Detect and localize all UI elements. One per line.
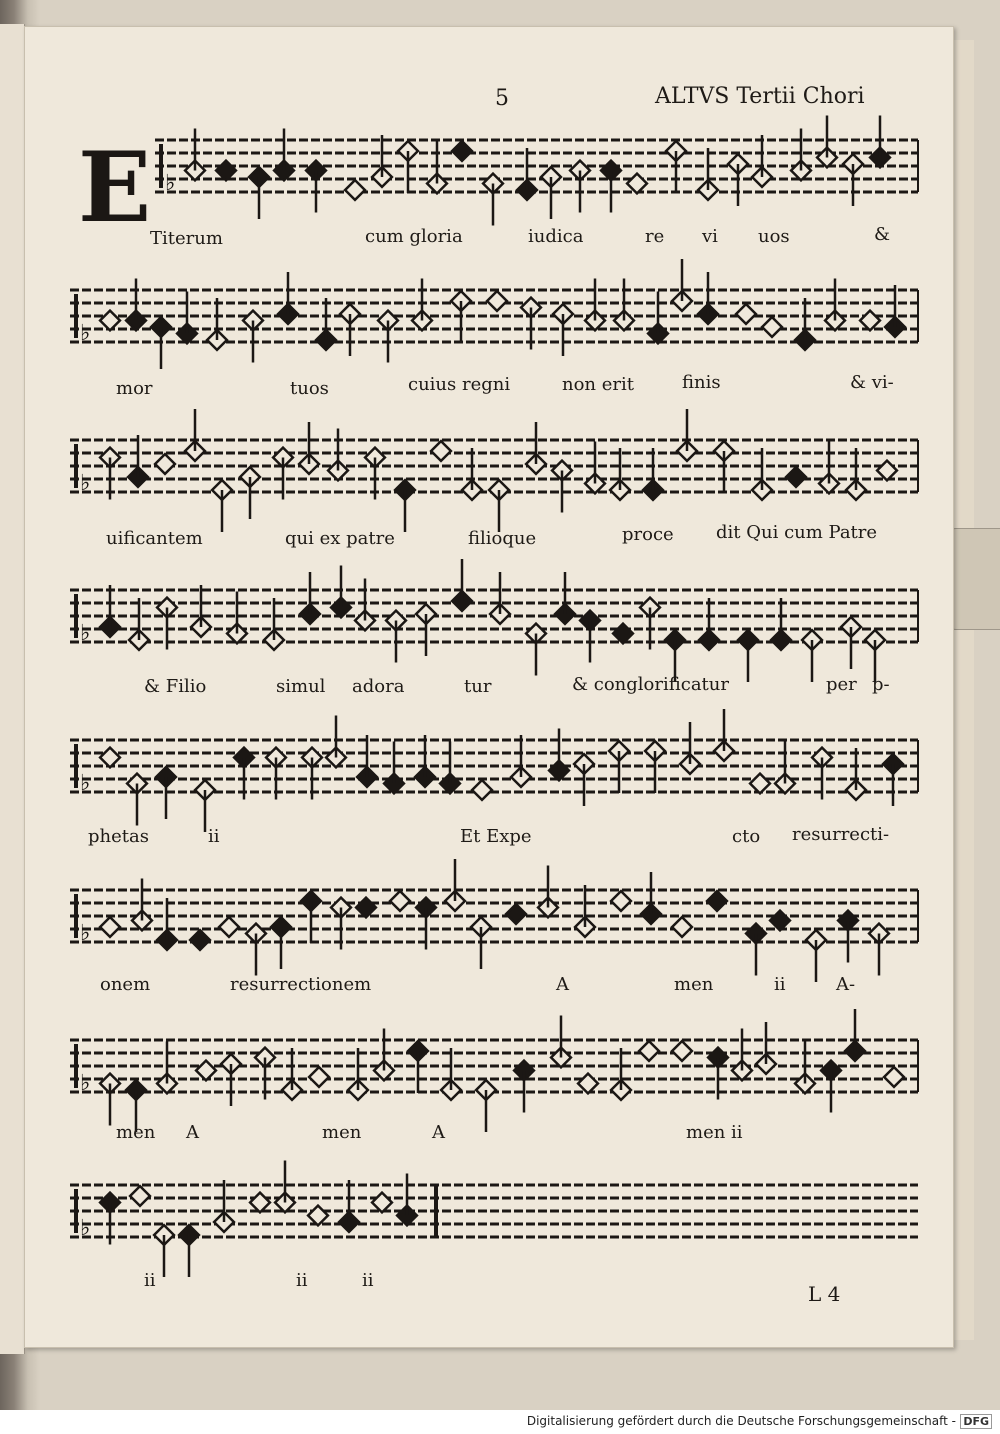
lyric-syllable: per (826, 674, 857, 695)
lyric-syllable: cum gloria (365, 226, 463, 247)
lyric-syllable: qui ex patre (285, 528, 395, 549)
lyric-syllable: & (874, 224, 891, 245)
lyric-syllable: men ii (686, 1122, 743, 1143)
note-head (613, 624, 633, 644)
lyric-syllable: ii (144, 1270, 156, 1291)
lyric-syllable: vi (702, 226, 718, 247)
running-head: ALTVS Tertii Chori (655, 84, 865, 109)
note-head (736, 304, 756, 324)
flat-sign: ♭ (80, 321, 91, 346)
note-head (639, 1041, 659, 1061)
note-head (190, 930, 210, 950)
lyric-syllable: Titerum (150, 228, 223, 249)
note-head (196, 1061, 216, 1081)
lyric-syllable: men (116, 1122, 156, 1143)
lyric-syllable: iudica (528, 226, 584, 247)
flat-sign: ♭ (80, 921, 91, 946)
clef-mark (74, 1189, 78, 1233)
flat-sign: ♭ (80, 1216, 91, 1241)
note-head (877, 461, 897, 481)
lyric-syllable: adora (352, 676, 405, 697)
note-head (250, 1193, 270, 1213)
lyric-syllable: onem (100, 974, 151, 995)
lyric-syllable: phetas (88, 826, 149, 847)
flat-sign: ♭ (80, 471, 91, 496)
lyric-syllable: uos (758, 226, 790, 247)
lyric-syllable: cto (732, 826, 761, 847)
lyric-syllable: uificantem (106, 528, 203, 549)
note-head (308, 1206, 328, 1226)
note-head (356, 898, 376, 918)
note-head (770, 911, 790, 931)
note-head (216, 161, 236, 181)
note-head (309, 1067, 329, 1087)
clef-mark (74, 894, 78, 938)
lyric-syllable: ii (208, 826, 220, 847)
note-head (155, 454, 175, 474)
lyric-syllable: non erit (562, 374, 634, 395)
note-head (487, 291, 507, 311)
footer-credit: Digitalisierung gefördert durch die Deutsche Forschungsgemeinschaft - (526, 1414, 956, 1428)
note-head (431, 441, 451, 461)
lyric-syllable: p- (872, 674, 890, 695)
clef-mark (74, 744, 78, 788)
clef-mark (74, 594, 78, 638)
note-head (345, 180, 365, 200)
lyric-syllable: finis (682, 372, 721, 393)
note-head (578, 1074, 598, 1094)
lyric-syllable: & conglorificatur (572, 674, 729, 695)
note-head (707, 891, 727, 911)
lyric-syllable: A (186, 1122, 199, 1143)
lyric-syllable: proce (622, 524, 674, 545)
lyric-syllable: & vi- (850, 372, 894, 393)
note-head (762, 317, 782, 337)
lyric-syllable: cuius regni (408, 374, 511, 395)
note-head (100, 311, 120, 331)
clef-mark (74, 294, 78, 338)
footer-bar (0, 1410, 1000, 1434)
lyric-syllable: tur (464, 676, 492, 697)
lyric-syllable: men (322, 1122, 362, 1143)
note-head (219, 917, 239, 937)
dfg-logo: DFG (960, 1414, 992, 1429)
page-number: 5 (495, 86, 509, 111)
note-head (750, 774, 770, 794)
note-head (452, 141, 472, 161)
lyric-syllable: simul (276, 676, 326, 697)
lyric-syllable: filioque (468, 528, 537, 549)
note-head (100, 748, 120, 768)
lyric-syllable: men (674, 974, 714, 995)
clef-mark (74, 1044, 78, 1088)
lyric-syllable: resurrectionem (230, 974, 372, 995)
note-head (860, 311, 880, 331)
note-head (506, 904, 526, 924)
note-head (611, 891, 631, 911)
lyric-syllable: A (556, 974, 569, 995)
note-head (372, 1193, 392, 1213)
lyric-syllable: Et Expe (460, 826, 532, 847)
clef-mark (159, 144, 163, 188)
note-head (786, 467, 806, 487)
note-head (390, 891, 410, 911)
lyric-syllable: A (432, 1122, 445, 1143)
note-head (130, 1186, 150, 1206)
signature-mark: L 4 (808, 1282, 841, 1306)
lyric-syllable: tuos (290, 378, 329, 399)
lyric-syllable: A- (836, 974, 856, 995)
note-head (672, 917, 692, 937)
lyric-syllable: dit Qui cum Patre (716, 522, 878, 543)
flat-sign: ♭ (80, 1071, 91, 1096)
note-head (884, 1067, 904, 1087)
lyric-syllable: ii (296, 1270, 308, 1291)
note-head (672, 1041, 692, 1061)
note-head (627, 174, 647, 194)
lyric-syllable: ii (774, 974, 786, 995)
clef-mark (74, 444, 78, 488)
flat-sign: ♭ (80, 621, 91, 646)
note-head (100, 917, 120, 937)
lyric-syllable: & Filio (144, 676, 207, 697)
flat-sign: ♭ (80, 771, 91, 796)
lyric-syllable: resurrecti- (792, 824, 890, 845)
lyric-syllable: re (645, 226, 665, 247)
decorated-initial: E (78, 131, 152, 244)
note-head (472, 780, 492, 800)
lyric-syllable: ii (362, 1270, 374, 1291)
lyric-syllable: mor (116, 378, 153, 399)
flat-sign: ♭ (165, 171, 176, 196)
